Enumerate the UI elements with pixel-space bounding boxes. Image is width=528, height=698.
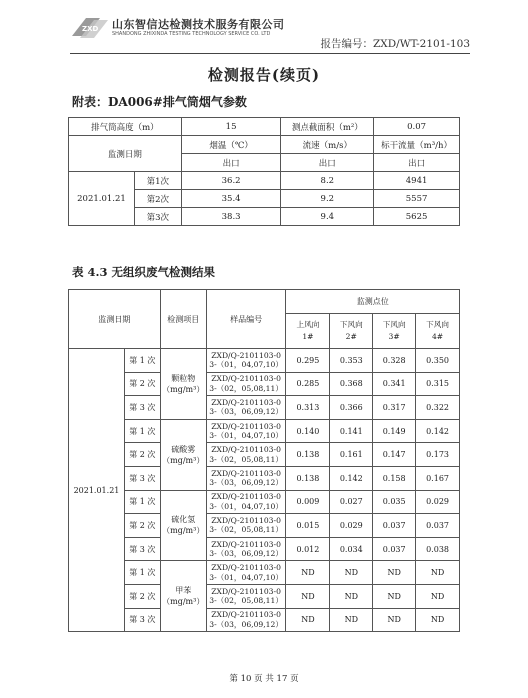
monitor-date: 2021.01.21: [69, 172, 135, 226]
result-value: 0.037: [373, 537, 416, 561]
temp-value: 36.2: [181, 172, 281, 190]
result-value: 0.038: [416, 537, 460, 561]
result-value: ND: [330, 584, 373, 608]
sample-id: ZXD/Q-2101103-0 3-（01，04,07,10）: [206, 490, 286, 514]
result-value: 0.037: [416, 514, 460, 538]
result-value: 0.012: [286, 537, 330, 561]
sample-time: 第2次: [134, 190, 181, 208]
result-value: ND: [286, 584, 330, 608]
test-item: 甲苯 （mg/m³）: [160, 561, 206, 632]
table-row: [69, 372, 460, 396]
outlet-label: 出口: [374, 154, 460, 172]
section-area-label: 测点截面积（m²）: [281, 118, 374, 136]
result-value: 0.353: [330, 349, 373, 373]
result-value: 0.141: [330, 419, 373, 443]
result-value: 0.027: [330, 490, 373, 514]
result-value: ND: [286, 608, 330, 632]
header-divider: [70, 53, 470, 54]
table-row: [69, 561, 460, 585]
point-header-2: 下风向 2#: [330, 314, 373, 349]
stack-height-label: 排气筒高度（m）: [69, 118, 182, 136]
test-item: 硫酸雾 （mg/m³）: [160, 419, 206, 490]
point-header-4: 下风向 4#: [416, 314, 460, 349]
result-value: ND: [373, 608, 416, 632]
test-item-header: 检测项目: [160, 290, 206, 349]
monitor-date-label: 监测日期: [69, 136, 182, 172]
result-value: 0.142: [416, 419, 460, 443]
sample-time: 第 1 次: [124, 419, 160, 443]
flow-value: 9.4: [281, 208, 374, 226]
sample-time: 第 3 次: [124, 396, 160, 420]
result-value: 0.313: [286, 396, 330, 420]
table-row: [69, 419, 460, 443]
appendix-title: 附表：DA006#排气筒烟气参数: [72, 95, 247, 109]
fugitive-emission-table: [68, 289, 460, 632]
table-row: [69, 584, 460, 608]
flow-value: 9.2: [281, 190, 374, 208]
result-value: 0.368: [330, 372, 373, 396]
sample-id: ZXD/Q-2101103-0 3-（02，05,08,11）: [206, 372, 286, 396]
result-value: 0.285: [286, 372, 330, 396]
sample-time: 第 2 次: [124, 584, 160, 608]
result-value: 0.295: [286, 349, 330, 373]
sample-id: ZXD/Q-2101103-0 3-（03，06,09,12）: [206, 396, 286, 420]
company-logo-icon: [70, 14, 110, 42]
temp-value: 38.3: [181, 208, 281, 226]
sample-id: ZXD/Q-2101103-0 3-（03，06,09,12）: [206, 466, 286, 490]
result-value: 0.142: [330, 466, 373, 490]
page-footer: 第 10 页 共 17 页: [229, 674, 299, 684]
std-flow-header: 标干流量（m³/h）: [374, 136, 460, 154]
result-value: 0.322: [416, 396, 460, 420]
sample-time: 第3次: [134, 208, 181, 226]
temp-value: 35.4: [181, 190, 281, 208]
result-value: ND: [330, 608, 373, 632]
result-value: ND: [416, 561, 460, 585]
table-row: [69, 443, 460, 467]
sample-time: 第 2 次: [124, 514, 160, 538]
result-value: 0.173: [416, 443, 460, 467]
std-flow-value: 5557: [374, 190, 460, 208]
sample-id: ZXD/Q-2101103-0 3-（02，05,08,11）: [206, 514, 286, 538]
sample-time: 第 3 次: [124, 466, 160, 490]
table-row: [69, 466, 460, 490]
sample-id: ZXD/Q-2101103-0 3-（01，04,07,10）: [206, 419, 286, 443]
sample-id: ZXD/Q-2101103-0 3-（01，04,07,10）: [206, 561, 286, 585]
company-name-en: SHANDONG ZHIXINDA TESTING TECHNOLOGY SERVICE CO. LTD: [112, 31, 271, 37]
outlet-label: 出口: [281, 154, 374, 172]
temp-header: 烟温（℃）: [181, 136, 281, 154]
sample-id: ZXD/Q-2101103-0 3-（03，06,09,12）: [206, 537, 286, 561]
result-value: 0.140: [286, 419, 330, 443]
table-4-3-title: 表 4.3 无组织废气检测结果: [72, 265, 216, 279]
result-value: 0.037: [373, 514, 416, 538]
sample-time: 第 2 次: [124, 443, 160, 467]
point-header-1: 上风向 1#: [286, 314, 330, 349]
result-value: 0.029: [416, 490, 460, 514]
result-value: ND: [330, 561, 373, 585]
table-header-row: [69, 290, 460, 314]
sample-time: 第 3 次: [124, 608, 160, 632]
result-value: 0.366: [330, 396, 373, 420]
flow-header: 流速（m/s）: [281, 136, 374, 154]
result-value: 0.161: [330, 443, 373, 467]
sample-id: ZXD/Q-2101103-0 3-（01，04,07,10）: [206, 349, 286, 373]
result-value: ND: [373, 561, 416, 585]
result-value: 0.328: [373, 349, 416, 373]
page-header: [70, 14, 470, 54]
result-value: 0.138: [286, 466, 330, 490]
sample-time: 第 3 次: [124, 537, 160, 561]
company-name-cn: 山东智信达检测技术服务有限公司: [112, 18, 285, 31]
result-value: 0.035: [373, 490, 416, 514]
page-title: 检测报告(续页): [207, 66, 321, 84]
table-row: [69, 514, 460, 538]
result-value: 0.350: [416, 349, 460, 373]
table-row: [69, 349, 460, 373]
result-value: 0.167: [416, 466, 460, 490]
table-row: [69, 537, 460, 561]
svg-text:ZXD: ZXD: [82, 25, 99, 33]
outlet-label: 出口: [181, 154, 281, 172]
monitor-date-header: 监测日期: [69, 290, 161, 349]
stack-height-value: 15: [181, 118, 281, 136]
test-item: 硫化氢 （mg/m³）: [160, 490, 206, 561]
table-row: [69, 136, 460, 154]
table-row: [69, 118, 460, 136]
sample-time: 第1次: [134, 172, 181, 190]
sample-time: 第 1 次: [124, 490, 160, 514]
report-number: 报告编号：ZXD/WT-2101-103: [320, 38, 470, 50]
result-value: 0.147: [373, 443, 416, 467]
sample-time: 第 1 次: [124, 349, 160, 373]
result-value: 0.149: [373, 419, 416, 443]
monitor-date: 2021.01.21: [69, 349, 125, 632]
result-value: 0.029: [330, 514, 373, 538]
result-value: ND: [416, 608, 460, 632]
result-value: 0.015: [286, 514, 330, 538]
result-value: 0.315: [416, 372, 460, 396]
point-header-3: 下风向 3#: [373, 314, 416, 349]
result-value: 0.341: [373, 372, 416, 396]
result-value: ND: [373, 584, 416, 608]
result-value: ND: [416, 584, 460, 608]
result-value: 0.034: [330, 537, 373, 561]
monitor-points-header: 监测点位: [286, 290, 460, 314]
stack-parameter-table: [68, 117, 460, 226]
result-value: 0.158: [373, 466, 416, 490]
table-row: [69, 396, 460, 420]
sample-id: ZXD/Q-2101103-0 3-（02，05,08,11）: [206, 443, 286, 467]
result-value: 0.009: [286, 490, 330, 514]
table-row: [69, 608, 460, 632]
std-flow-value: 5625: [374, 208, 460, 226]
table-row: [69, 490, 460, 514]
flow-value: 8.2: [281, 172, 374, 190]
sample-id: ZXD/Q-2101103-0 3-（02，05,08,11）: [206, 584, 286, 608]
std-flow-value: 4941: [374, 172, 460, 190]
result-value: ND: [286, 561, 330, 585]
sample-id-header: 样品编号: [206, 290, 286, 349]
table-row: [69, 172, 460, 190]
test-item: 颗粒物 （mg/m³）: [160, 349, 206, 420]
result-value: 0.317: [373, 396, 416, 420]
result-value: 0.138: [286, 443, 330, 467]
sample-id: ZXD/Q-2101103-0 3-（03，06,09,12）: [206, 608, 286, 632]
sample-time: 第 2 次: [124, 372, 160, 396]
section-area-value: 0.07: [374, 118, 460, 136]
sample-time: 第 1 次: [124, 561, 160, 585]
